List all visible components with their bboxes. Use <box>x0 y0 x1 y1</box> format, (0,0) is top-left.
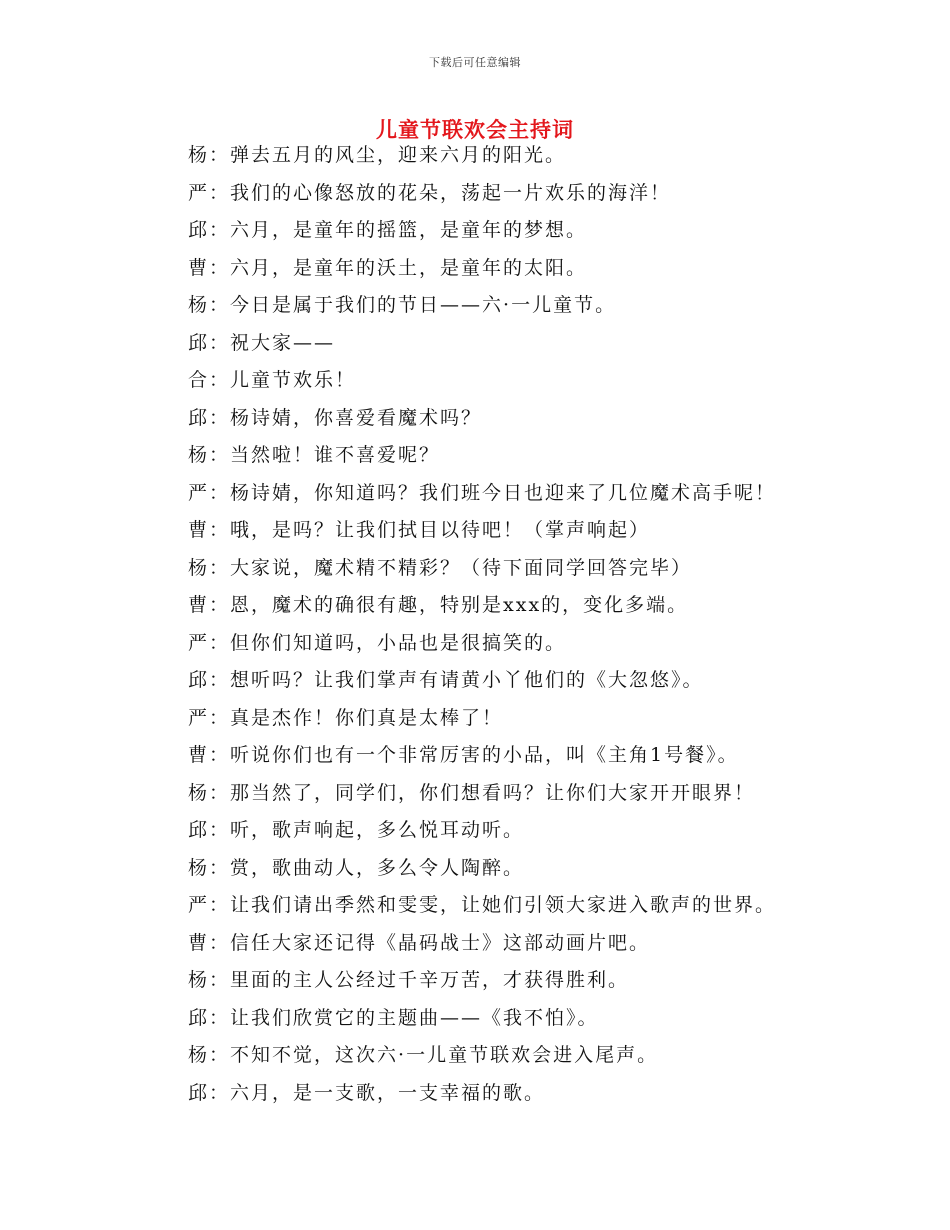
line-text: 当然啦！谁不喜爱呢？ <box>230 444 441 466</box>
script-line: 杨：当然啦！谁不喜爱呢？ <box>188 444 441 466</box>
script-line: 严：让我们请出季然和雯雯，让她们引领大家进入歌声的世界。 <box>188 894 777 916</box>
speaker-name: 邱 <box>188 1006 210 1029</box>
speaker-name: 曹 <box>188 931 210 954</box>
script-line: 严：我们的心像怒放的花朵，荡起一片欢乐的海洋！ <box>188 181 672 204</box>
script-line: 严：杨诗婧，你知道吗？我们班今日也迎来了几位魔术高手呢！ <box>188 481 777 504</box>
line-text: 让我们欣赏它的主题曲——《我不怕》。 <box>230 1006 599 1029</box>
speaker-name: 杨 <box>188 294 210 316</box>
speaker-name: 严 <box>188 631 210 654</box>
line-text: 真是杰作！你们真是太棒了！ <box>230 706 504 729</box>
speaker-name: 杨 <box>188 856 210 879</box>
line-text: 六月，是一支歌，一支幸福的歌。 <box>230 1081 546 1104</box>
speaker-name: 邱 <box>188 1081 210 1104</box>
speaker-name: 合 <box>188 369 210 391</box>
script-line: 曹：恩，魔术的确很有趣，特别是xxx的，变化多端。 <box>188 594 689 616</box>
speaker-name: 曹 <box>188 744 210 766</box>
script-line: 杨：不知不觉，这次六·一儿童节联欢会进入尾声。 <box>188 1044 659 1066</box>
script-lines <box>188 137 918 1112</box>
header-note: 下载后可任意编辑 <box>429 56 521 69</box>
line-text: 弹去五月的风尘，迎来六月的阳光。 <box>230 144 567 166</box>
script-line: 严：但你们知道吗，小品也是很搞笑的。 <box>188 631 567 654</box>
line-text: 恩，魔术的确很有趣，特别是xxx的，变化多端。 <box>230 594 689 616</box>
script-line: 邱：六月，是童年的摇篮，是童年的梦想。 <box>188 219 588 241</box>
line-text: 听说你们也有一个非常厉害的小品，叫《主角1号餐》。 <box>230 744 739 766</box>
script-line: 邱：六月，是一支歌，一支幸福的歌。 <box>188 1081 546 1104</box>
line-text: 大家说，魔术精不精彩？（待下面同学回答完毕） <box>230 556 693 579</box>
script-line: 邱：让我们欣赏它的主题曲——《我不怕》。 <box>188 1006 599 1029</box>
speaker-name: 严 <box>188 894 210 916</box>
script-line: 杨：今日是属于我们的节日——六·一儿童节。 <box>188 294 617 316</box>
line-text: 但你们知道吗，小品也是很搞笑的。 <box>230 631 567 654</box>
line-text: 哦，是吗？让我们拭目以待吧！（掌声响起） <box>230 519 651 541</box>
script-line: 邱：听，歌声响起，多么悦耳动听。 <box>188 819 525 841</box>
speaker-name: 杨 <box>188 444 210 466</box>
speaker-name: 邱 <box>188 219 210 241</box>
line-text: 祝大家—— <box>230 331 336 354</box>
line-text: 听，歌声响起，多么悦耳动听。 <box>230 819 525 841</box>
speaker-name: 邱 <box>188 406 210 429</box>
speaker-name: 邱 <box>188 331 210 354</box>
speaker-name: 杨 <box>188 556 210 579</box>
script-line: 杨：那当然了，同学们，你们想看吗？让你们大家开开眼界！ <box>188 781 756 804</box>
script-line: 曹：哦，是吗？让我们拭目以待吧！（掌声响起） <box>188 519 651 541</box>
script-line: 曹：信任大家还记得《晶码战士》这部动画片吧。 <box>188 931 651 954</box>
line-text: 六月，是童年的沃土，是童年的太阳。 <box>230 256 588 279</box>
line-text: 今日是属于我们的节日——六·一儿童节。 <box>230 294 617 316</box>
script-line: 邱：杨诗婧，你喜爱看魔术吗？ <box>188 406 483 429</box>
script-line: 曹：六月，是童年的沃土，是童年的太阳。 <box>188 256 588 279</box>
speaker-name: 杨 <box>188 969 210 991</box>
script-line: 杨：赏，歌曲动人，多么令人陶醉。 <box>188 856 525 879</box>
script-line: 邱：祝大家—— <box>188 331 336 354</box>
speaker-name: 杨 <box>188 1044 210 1066</box>
document-title: 儿童节联欢会主持词 <box>376 117 574 142</box>
script-line: 杨：弹去五月的风尘，迎来六月的阳光。 <box>188 144 567 166</box>
script-line: 邱：想听吗？让我们掌声有请黄小丫他们的《大忽悠》。 <box>188 669 704 691</box>
speaker-name: 曹 <box>188 519 210 541</box>
line-text: 儿童节欢乐！ <box>230 369 357 391</box>
line-text: 里面的主人公经过千辛万苦，才获得胜利。 <box>230 969 630 991</box>
line-text: 想听吗？让我们掌声有请黄小丫他们的《大忽悠》。 <box>230 669 704 691</box>
script-line: 曹：听说你们也有一个非常厉害的小品，叫《主角1号餐》。 <box>188 744 739 766</box>
script-line: 杨：大家说，魔术精不精彩？（待下面同学回答完毕） <box>188 556 693 579</box>
line-text: 信任大家还记得《晶码战士》这部动画片吧。 <box>230 931 651 954</box>
script-line: 严：真是杰作！你们真是太棒了！ <box>188 706 504 729</box>
speaker-name: 曹 <box>188 594 210 616</box>
line-text: 让我们请出季然和雯雯，让她们引领大家进入歌声的世界。 <box>230 894 777 916</box>
line-text: 赏，歌曲动人，多么令人陶醉。 <box>230 856 525 879</box>
speaker-name: 严 <box>188 481 210 504</box>
script-line: 合：儿童节欢乐！ <box>188 369 357 391</box>
line-text: 杨诗婧，你知道吗？我们班今日也迎来了几位魔术高手呢！ <box>230 481 777 504</box>
speaker-name: 杨 <box>188 781 210 804</box>
speaker-name: 杨 <box>188 144 210 166</box>
line-text: 那当然了，同学们，你们想看吗？让你们大家开开眼界！ <box>230 781 756 804</box>
speaker-name: 严 <box>188 181 210 204</box>
line-text: 杨诗婧，你喜爱看魔术吗？ <box>230 406 483 429</box>
speaker-name: 曹 <box>188 256 210 279</box>
speaker-name: 严 <box>188 706 210 729</box>
line-text: 六月，是童年的摇篮，是童年的梦想。 <box>230 219 588 241</box>
line-text: 不知不觉，这次六·一儿童节联欢会进入尾声。 <box>230 1044 659 1066</box>
speaker-name: 邱 <box>188 819 210 841</box>
speaker-name: 邱 <box>188 669 210 691</box>
script-line: 杨：里面的主人公经过千辛万苦，才获得胜利。 <box>188 969 630 991</box>
line-text: 我们的心像怒放的花朵，荡起一片欢乐的海洋！ <box>230 181 672 204</box>
